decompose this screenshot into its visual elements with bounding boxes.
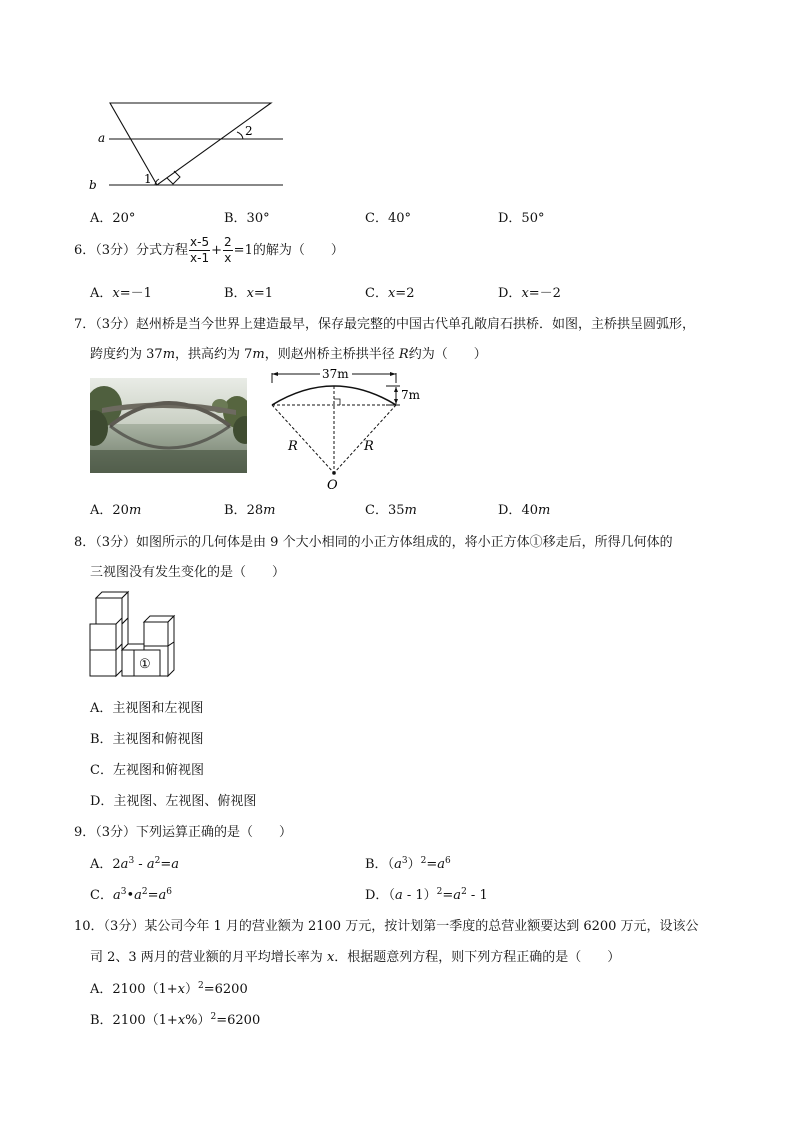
q9-option-c[interactable]: [90, 884, 172, 903]
q10-option-a[interactable]: [90, 978, 248, 997]
q9c-exp2: 2: [141, 887, 148, 897]
q6-frac2-numerator: 2: [224, 235, 232, 249]
q7-radius-text: ，则赵州桥主桥拱半径: [264, 347, 399, 362]
q10b-prefix: B．2100（1+: [90, 1013, 178, 1028]
q5-option-c[interactable]: C．40°: [365, 211, 411, 226]
q9b-eq: =: [426, 857, 438, 872]
q7-stem-line1: 7．（3分）赵州桥是当今世界上建造最早，保存最完整的中国古代单孔敞肩石拱桥．如图，主桥拱呈圆弧形，: [74, 317, 696, 332]
q6-option-b-value: =1: [253, 286, 274, 301]
q9-option-a[interactable]: [90, 853, 179, 872]
q10a-exp: 2: [198, 981, 204, 991]
q8-option-c[interactable]: C．左视图和俯视图: [90, 763, 204, 778]
q9a-exp1: 3: [128, 856, 135, 866]
zhaozhou-bridge-photo: [90, 378, 247, 473]
q9b-lparen: （: [387, 857, 395, 872]
q9a-eq: =: [160, 857, 172, 872]
q6-prefix: 6．（3分）分式方程: [74, 243, 189, 258]
q9-option-b-letter: B．: [365, 857, 388, 872]
q6-frac1-numerator: x-5: [190, 235, 210, 249]
q9a-exp2: 2: [154, 856, 161, 866]
angle-1-label: 1: [144, 172, 152, 186]
q9c-op: •: [126, 888, 135, 903]
q10-stem-var: x: [326, 950, 335, 965]
q9b-exp3: 6: [445, 856, 451, 866]
q9c-var1: a: [112, 888, 121, 903]
q9c-exp3: 6: [166, 887, 173, 897]
q10-stem-text-b: ．根据题意列方程，则下列方程正确的是（ ）: [334, 950, 621, 965]
q5-option-d[interactable]: D．50°: [498, 211, 545, 226]
cube-1-marker: ①: [139, 657, 151, 672]
q8-stem-line1: 8．（3分）如图所示的几何体是由 9 个大小相同的小正方体组成的，将小正方体①移走后，所得几何体的: [74, 535, 673, 550]
q9c-var2: a: [134, 888, 142, 903]
q7-option-a-value: 20: [112, 503, 129, 518]
q7-option-c-letter: C．: [365, 503, 388, 518]
line-a-label: a: [98, 131, 106, 145]
line-b-label: b: [89, 178, 97, 192]
q6-fraction-1: [189, 235, 210, 266]
radius-left-label: R: [288, 439, 298, 454]
q7-option-a-letter: A．: [90, 503, 113, 518]
q7-span-unit: m: [162, 347, 176, 362]
q7-option-c-unit: m: [404, 503, 417, 518]
q10b-close: %）: [185, 1013, 211, 1028]
q9a-var2: a: [146, 857, 155, 872]
q10-stem-text-a: 司 2、3 两月的营业额的月平均增长率为: [90, 950, 327, 965]
q7-arch-diagram: [262, 365, 434, 495]
q8-cube-solid-figure: [88, 590, 180, 680]
q8-stem-line2: 三视图没有发生变化的是（ ）: [90, 565, 286, 580]
q7-option-b-value: 28: [246, 503, 264, 518]
q9d-exp1: 2: [436, 887, 443, 897]
q6-option-b[interactable]: [224, 282, 273, 301]
q9a-result: a: [171, 857, 180, 872]
q9d-lparen: （: [388, 888, 395, 903]
q7-option-b-unit: m: [263, 503, 276, 518]
q9c-eq: =: [147, 888, 159, 903]
q9b-exp1: 3: [401, 856, 408, 866]
q9b-result: a: [437, 857, 445, 872]
q7-height-text: ，拱高约为 7: [175, 347, 253, 362]
q7-option-d-letter: D．: [498, 503, 522, 518]
q9d-exp2: 2: [461, 887, 467, 897]
q6-plus: +: [211, 243, 223, 258]
q9d-mid: - 1）: [402, 888, 437, 903]
q9d-eq: =: [442, 888, 454, 903]
q7-option-a-unit: m: [128, 503, 142, 518]
q6-frac2-denominator: x: [224, 251, 232, 265]
q6-fraction-2: [223, 235, 233, 266]
q7-radius-var: R: [398, 347, 409, 362]
q6-option-d-var: x: [521, 286, 529, 301]
q5-parallel-lines-figure: [85, 97, 290, 195]
span-label: 37m: [322, 367, 349, 381]
q10b-exp: 2: [210, 1012, 217, 1022]
q9b-var: a: [394, 857, 402, 872]
q5-option-a[interactable]: A．20°: [90, 211, 136, 226]
q7-option-c-value: 35: [387, 503, 405, 518]
q9a-coef: 2: [112, 857, 121, 872]
q7-option-a[interactable]: [90, 499, 141, 518]
q9-option-b[interactable]: [365, 853, 451, 872]
q5-option-b[interactable]: B．30°: [224, 211, 270, 226]
q8-option-d[interactable]: D．主视图、左视图、俯视图: [90, 794, 257, 809]
q6-suffix: =1的解为（ ）: [233, 243, 344, 258]
q7-stem-line2: [90, 343, 487, 362]
q9a-op: -: [134, 857, 147, 872]
q10b-var: x: [177, 1013, 186, 1028]
q6-option-d[interactable]: [498, 282, 561, 301]
q7-option-c[interactable]: [365, 499, 417, 518]
q9c-result: a: [158, 888, 167, 903]
q7-option-d[interactable]: [498, 499, 550, 518]
q8-option-a[interactable]: A．主视图和左视图: [90, 701, 204, 716]
q7-height-unit: m: [252, 347, 265, 362]
q9-option-a-letter: A．: [90, 857, 113, 872]
q6-option-d-value: =－2: [528, 286, 561, 301]
q7-option-b-letter: B．: [224, 503, 247, 518]
q9a-var1: a: [120, 857, 129, 872]
q9-option-d-letter: D．: [365, 888, 389, 903]
q9-option-d[interactable]: [365, 884, 488, 903]
q6-option-b-letter: B．: [224, 286, 247, 301]
q8-option-b[interactable]: B．主视图和俯视图: [90, 732, 204, 747]
q10-stem-line1: 10．（3分）某公司今年 1 月的营业额为 2100 万元，按计划第一季度的总营业额要达到 6200 万元，设该公: [74, 919, 699, 934]
q6-option-c-letter: C．: [365, 286, 388, 301]
q9c-exp1: 3: [120, 887, 127, 897]
q9-option-c-letter: C．: [90, 888, 113, 903]
q6-stem: [74, 235, 344, 266]
q9d-var: a: [394, 888, 403, 903]
q6-option-b-var: x: [246, 286, 254, 301]
height-label: 7m: [401, 388, 421, 402]
q10b-result: =6200: [216, 1013, 261, 1028]
q10-stem-line2: [90, 946, 620, 965]
q7-option-d-unit: m: [537, 503, 551, 518]
q6-frac1-denominator: x-1: [190, 251, 210, 265]
q10a-close: ）: [184, 982, 198, 997]
q9b-rparen: ）: [407, 857, 421, 872]
q10a-result: =6200: [203, 982, 248, 997]
q9d-tail: - 1: [466, 888, 488, 903]
radius-right-label: R: [364, 439, 374, 454]
q10a-var: x: [177, 982, 185, 997]
angle-2-label: 2: [245, 124, 253, 138]
q10a-prefix: A．2100（1+: [90, 982, 178, 997]
q7-stem-end: 约为（ ）: [408, 347, 487, 362]
q6-option-a-var: x: [112, 286, 120, 301]
center-o-label: O: [327, 478, 338, 493]
q7-option-d-value: 40: [521, 503, 538, 518]
q7-option-b[interactable]: [224, 499, 275, 518]
q9d-var2: a: [453, 888, 462, 903]
q9b-exp2: 2: [420, 856, 427, 866]
q9-stem: 9．（3分）下列运算正确的是（ ）: [74, 825, 293, 840]
q6-option-d-letter: D．: [498, 286, 522, 301]
q7-span-text: 跨度约为 37: [90, 347, 163, 362]
q10-option-b[interactable]: [90, 1009, 260, 1028]
q6-option-a-letter: A．: [90, 286, 113, 301]
q6-option-c[interactable]: [365, 282, 414, 301]
q6-option-c-var: x: [387, 286, 396, 301]
q6-option-c-value: =2: [395, 286, 415, 301]
q6-option-a[interactable]: [90, 282, 152, 301]
q6-option-a-value: =－1: [119, 286, 152, 301]
